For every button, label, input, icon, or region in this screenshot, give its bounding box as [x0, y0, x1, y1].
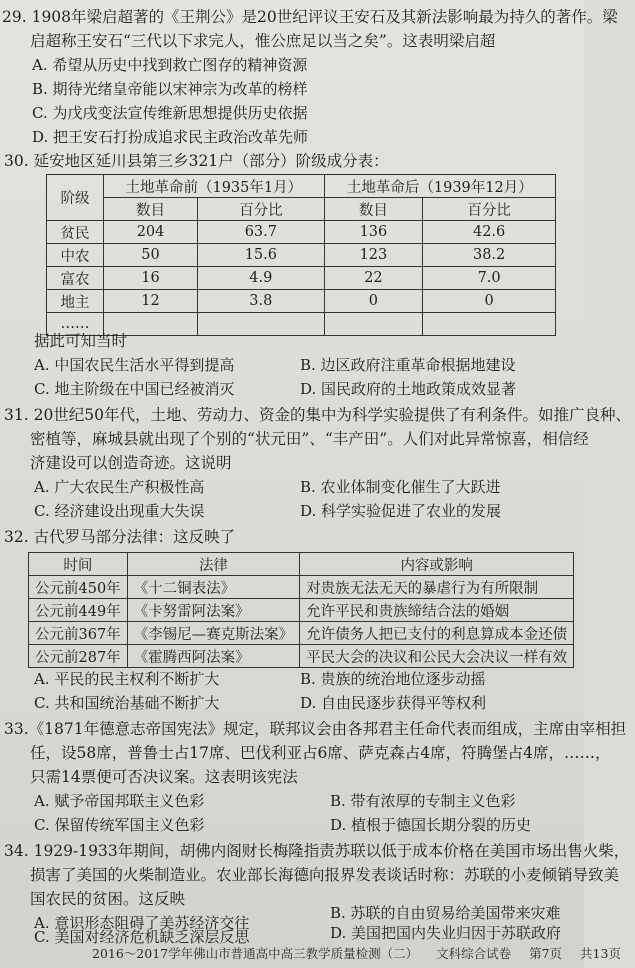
table-cell: 38.2 [423, 244, 556, 267]
q30-option-b: B. 边区政府注重革命根据地建设 [300, 356, 516, 374]
table-cell: 123 [324, 244, 423, 267]
q32-stem: 32. 古代罗马部分法律：这反映了 [4, 528, 236, 546]
table-cell: 12 [104, 290, 198, 313]
q30-stem: 30. 延安地区延川县第三乡321户（部分）阶级成分表： [4, 152, 389, 170]
q33-stem-line3: 只需14票便可否决议案。这表明该宪法 [30, 768, 298, 786]
page-footer [92, 944, 635, 962]
q32-option-b: B. 贵族的统治地位逐步动摇 [300, 670, 486, 688]
q34-stem-line3: 国农民的贫困。这反映 [30, 890, 186, 908]
table-cell [324, 313, 423, 336]
q29-option-b: B. 期待光绪皇帝能以宋神宗为改革的榜样 [32, 80, 308, 98]
table-cell: 4.9 [198, 267, 325, 290]
table-cell: 《李锡尼—赛克斯法案》 [127, 622, 300, 645]
q34-option-a: A. 意识形态阻碍了美苏经济交往 [34, 914, 250, 932]
table-cell: 富农 [47, 267, 104, 290]
table-row [47, 267, 556, 290]
q33-option-a: A. 赋予帝国邦联主义色彩 [34, 792, 205, 810]
table-cell: 中农 [47, 244, 104, 267]
table-cell: 公元前287年 [29, 645, 128, 668]
q34-option-b: B. 苏联的自由贸易给美国带来灾难 [330, 904, 561, 922]
table-header-before: 土地革命前（1935年1月） [104, 175, 325, 198]
table-cell: 《霍腾西阿法案》 [127, 645, 300, 668]
q30-after-table: 据此可知当时 [34, 332, 128, 350]
q33-option-b: B. 带有浓厚的专制主义色彩 [330, 792, 516, 810]
q31-option-b: B. 农业体制变化催生了大跃进 [300, 478, 501, 496]
q31-option-a: A. 广大农民生产积极性高 [34, 478, 205, 496]
table-cell [198, 313, 325, 336]
table-row [47, 290, 556, 313]
table-row [29, 576, 574, 599]
q33-option-c: C. 保留传统军国主义色彩 [34, 816, 205, 834]
table-header-time: 时间 [29, 553, 128, 576]
table-cell: 《卡努雷阿法案》 [127, 599, 300, 622]
table-header-law: 法律 [127, 553, 300, 576]
q30-option-d: D. 国民政府的土地政策成效显著 [300, 380, 517, 398]
table-cell: 公元前449年 [29, 599, 128, 622]
table-row [47, 244, 556, 267]
table-header-pct: 百分比 [423, 198, 556, 221]
q29-stem-line2: 启超称王安石“三代以下求完人，惟公庶足以当之矣”。这表明梁启超 [30, 32, 496, 50]
table-cell: 允许平民和贵族缔结合法的婚姻 [300, 599, 574, 622]
table-row [47, 221, 556, 244]
table-header-effect: 内容或影响 [300, 553, 574, 576]
q31-stem-line2: 密植等，麻城县就出现了个别的“状元田”、“丰产田”。人们对此异常惊喜，相信经 [30, 430, 589, 448]
table-header-count: 数目 [104, 198, 198, 221]
table-cell: 136 [324, 221, 423, 244]
table-cell: 7.0 [423, 267, 556, 290]
table-cell: 3.8 [198, 290, 325, 313]
table-header-after: 土地革命后（1939年12月） [324, 175, 555, 198]
q31-option-d: D. 科学实验促进了农业的发展 [300, 502, 502, 520]
q34-option-c: C. 美国对经济危机缺乏深层反思 [34, 928, 250, 946]
q29-option-d: D. 把王安石打扮成追求民主政治改革先师 [32, 128, 309, 146]
q29-option-a: A. 希望从历史中找到救亡图存的精神资源 [32, 56, 308, 74]
table-header-class: 阶级 [47, 175, 104, 221]
q33-stem-line1: 33.《1871年德意志帝国宪法》规定，联邦议会由各邦君主任命代表而组成，主席由宰相担 [4, 720, 627, 738]
table-cell: 15.6 [198, 244, 325, 267]
q30-option-c: C. 地主阶级在中国已经被消灭 [34, 380, 235, 398]
table-cell: 《十二铜表法》 [127, 576, 300, 599]
table-cell [423, 313, 556, 336]
q29-option-c: C. 为戊戌变法宣传维新思想提供历史依据 [32, 104, 308, 122]
table-header-count: 数目 [324, 198, 423, 221]
table-cell: 16 [104, 267, 198, 290]
footer-page-number: 第7页 [529, 946, 563, 961]
q34-stem-line2: 损害了美国的火柴制造业。农业部长海德向报界发表谈话时称：苏联的小麦倾销导致美 [30, 866, 620, 884]
table-row [29, 599, 574, 622]
q33-stem-line2: 任，设58席，普鲁士占17席、巴伐利亚占6席、萨克森占4席，符腾堡占4席，……， [30, 744, 611, 762]
table-cell: 地主 [47, 290, 104, 313]
q34-option-d: D. 美国把国内失业归因于苏联政府 [330, 924, 562, 942]
table-cell: 63.7 [198, 221, 325, 244]
table-cell: 允许债务人把已支付的利息算成本金还债 [300, 622, 574, 645]
q31-stem-line3: 济建设可以创造奇迹。这说明 [30, 454, 232, 472]
table-cell: 50 [104, 244, 198, 267]
table-cell: 公元前450年 [29, 576, 128, 599]
table-cell: 对贵族无法无天的暴虐行为有所限制 [300, 576, 574, 599]
q29-stem-line1: 29. 1908年梁启超著的《王荆公》是20世纪评议王安石及其新法影响最为持久的著作。梁 [2, 8, 618, 26]
q32-law-table [28, 552, 574, 668]
table-cell: 平民大会的决议和公民大会决议一样有效 [300, 645, 574, 668]
table-cell: …… [47, 313, 104, 336]
q33-option-d: D. 植根于德国长期分裂的历史 [330, 816, 532, 834]
table-cell: 204 [104, 221, 198, 244]
footer-exam-title: 2016～2017学年佛山市普通高中高三教学质量检测（二） [92, 946, 419, 961]
q31-option-c: C. 经济建设出现重大失误 [34, 502, 205, 520]
table-row [29, 645, 574, 668]
q31-stem-line1: 31. 20世纪50年代，土地、劳动力、资金的集中为科学实验提供了有利条件。如推广良种、 [4, 406, 632, 424]
table-header-pct: 百分比 [198, 198, 325, 221]
table-cell: 贫民 [47, 221, 104, 244]
table-cell: 42.6 [423, 221, 556, 244]
q30-option-a: A. 中国农民生活水平得到提高 [34, 356, 235, 374]
q32-option-a: A. 平民的民主权利不断扩大 [34, 670, 220, 688]
footer-subject: 文科综合试卷 [436, 946, 512, 961]
table-row [29, 622, 574, 645]
table-cell: 公元前367年 [29, 622, 128, 645]
footer-total-pages: 共13页 [580, 946, 621, 961]
q32-option-c: C. 共和国统治基础不断扩大 [34, 694, 220, 712]
q32-option-d: D. 自由民逐步获得平等权利 [300, 694, 487, 712]
q34-stem-line1: 34. 1929-1933年期间，胡佛内阁财长梅隆指责苏联以低于成本价格在美国市场出售火柴， [4, 842, 630, 860]
table-cell: 0 [423, 290, 556, 313]
table-cell: 0 [324, 290, 423, 313]
table-cell: 22 [324, 267, 423, 290]
q30-class-table [46, 174, 556, 336]
